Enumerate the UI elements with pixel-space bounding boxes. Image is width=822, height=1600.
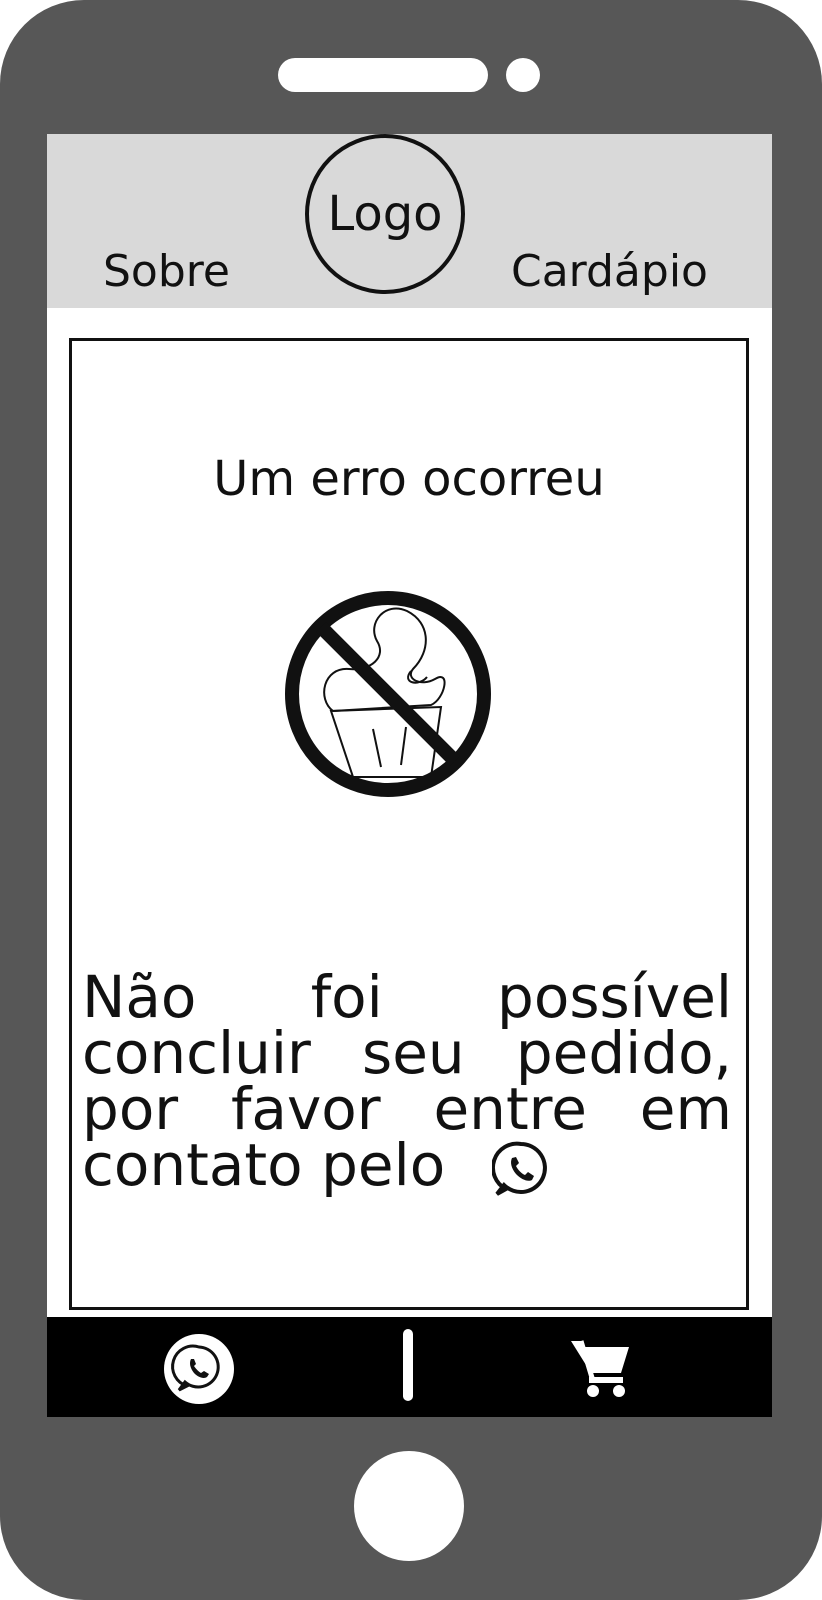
whatsapp-button-icon[interactable] — [163, 1333, 235, 1405]
phone-camera — [506, 58, 540, 92]
app-header — [47, 134, 772, 308]
phone-screen — [47, 134, 772, 1417]
logo[interactable] — [305, 134, 465, 294]
error-message-text: Não foi possível concluir seu pedido, por favor entre em contato pelo — [82, 963, 732, 1199]
no-cupcake-icon — [281, 587, 495, 801]
cart-icon[interactable] — [569, 1335, 633, 1399]
error-panel — [69, 338, 749, 1310]
bottom-action-bar — [47, 1317, 772, 1417]
nav-link-menu[interactable]: Cardápio — [511, 246, 708, 297]
error-message — [82, 963, 732, 1199]
phone-speaker — [278, 58, 488, 92]
logo-text: Logo — [327, 186, 443, 242]
bar-divider — [403, 1329, 413, 1401]
nav-link-about[interactable]: Sobre — [103, 246, 230, 297]
whatsapp-icon[interactable] — [492, 1140, 550, 1198]
error-title: Um erro ocorreu — [213, 451, 605, 507]
home-button[interactable] — [354, 1451, 464, 1561]
